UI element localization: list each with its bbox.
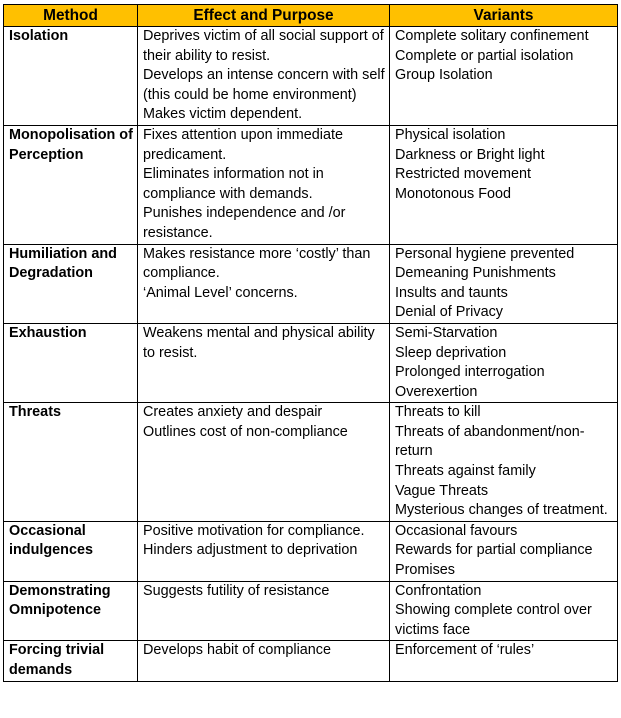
effect-cell: [138, 323, 390, 402]
variant-line: Confrontation: [395, 582, 482, 599]
effect-cell: [138, 403, 390, 522]
variants-cell: [390, 521, 618, 581]
variants-cell: [390, 323, 618, 402]
method-cell: Exhaustion: [4, 323, 138, 402]
variant-line: Semi-Starvation: [395, 324, 498, 341]
table-row: [4, 521, 618, 581]
variants-cell: [390, 125, 618, 244]
method-cell: Humiliation and Degradation: [4, 244, 138, 323]
method-cell: Threats: [4, 403, 138, 522]
method-cell: Demonstrating Omnipotence: [4, 581, 138, 641]
effect-line: Develops habit of compliance: [143, 642, 331, 659]
variant-line: Promises: [395, 562, 455, 579]
variants-cell: [390, 403, 618, 522]
effect-cell: [138, 27, 390, 126]
table-row: [4, 581, 618, 641]
methods-table: [3, 4, 618, 682]
header-method: Method: [4, 5, 138, 27]
variant-line: Demeaning Punishments: [395, 265, 556, 282]
effect-cell: [138, 244, 390, 323]
effect-line: Punishes independence and /or resistance.: [143, 205, 346, 241]
effect-line: Hinders adjustment to deprivation: [143, 542, 358, 559]
effect-line: Makes victim dependent.: [143, 106, 303, 123]
variant-line: Darkness or Bright light: [395, 146, 545, 163]
effect-cell: [138, 581, 390, 641]
variants-cell: [390, 244, 618, 323]
table-row: [4, 323, 618, 402]
effect-line: Creates anxiety and despair: [143, 404, 323, 421]
variants-cell: [390, 581, 618, 641]
table-row: [4, 125, 618, 244]
variant-line: Overexertion: [395, 383, 478, 400]
header-variants: Variants: [390, 5, 618, 27]
effect-cell: [138, 641, 390, 681]
method-cell: Occasional indulgences: [4, 521, 138, 581]
variant-line: Mysterious changes of treatment.: [395, 502, 608, 519]
effect-line: Deprives victim of all social support of their ability to resist.: [143, 28, 384, 64]
variant-line: Vague Threats: [395, 482, 489, 499]
variant-line: Physical isolation: [395, 126, 506, 143]
effect-line: Positive motivation for compliance.: [143, 522, 365, 539]
effect-line: Fixes attention upon immediate predicament.: [143, 126, 343, 163]
variant-line: Complete solitary confinement: [395, 28, 589, 44]
header-row: [4, 5, 618, 27]
variant-line: Restricted movement: [395, 166, 531, 183]
table-row: [4, 244, 618, 323]
effect-line: Develops an intense concern with self (this could be home environment): [143, 67, 385, 103]
effect-cell: [138, 521, 390, 581]
variant-line: Threats to kill: [395, 404, 481, 421]
variant-line: Monotonous Food: [395, 185, 512, 202]
table-row: [4, 27, 618, 126]
variants-cell: [390, 27, 618, 126]
variant-line: Group Isolation: [395, 67, 493, 84]
variant-line: Insults and taunts: [395, 284, 508, 301]
variant-line: Personal hygiene prevented: [395, 245, 575, 262]
variant-line: Rewards for partial compliance: [395, 542, 593, 559]
variant-line: Threats of abandonment/non-return: [395, 423, 585, 460]
variant-line: Complete or partial isolation: [395, 47, 574, 64]
effect-line: Weakens mental and physical ability to resist.: [143, 324, 375, 361]
table-row: [4, 403, 618, 522]
variant-line: Enforcement of ‘rules’: [395, 642, 535, 659]
effect-line: Eliminates information not in compliance with demands.: [143, 166, 324, 202]
method-cell: Isolation: [4, 27, 138, 126]
variant-line: Denial of Privacy: [395, 304, 503, 321]
variant-line: Occasional favours: [395, 522, 518, 539]
method-cell: Forcing trivial demands: [4, 641, 138, 681]
effect-line: ‘Animal Level’ concerns.: [143, 284, 298, 301]
method-cell: Monopolisation of Perception: [4, 125, 138, 244]
variant-line: Threats against family: [395, 463, 536, 480]
variants-cell: [390, 641, 618, 681]
effect-line: Outlines cost of non-compliance: [143, 423, 348, 440]
header-effect: Effect and Purpose: [138, 5, 390, 27]
effect-line: Makes resistance more ‘costly’ than compliance.: [143, 245, 371, 282]
table-row: [4, 641, 618, 681]
variant-line: Sleep deprivation: [395, 344, 507, 361]
effect-line: Suggests futility of resistance: [143, 582, 330, 599]
variant-line: Showing complete control over victims face: [395, 602, 592, 638]
effect-cell: [138, 125, 390, 244]
variant-line: Prolonged interrogation: [395, 364, 545, 381]
